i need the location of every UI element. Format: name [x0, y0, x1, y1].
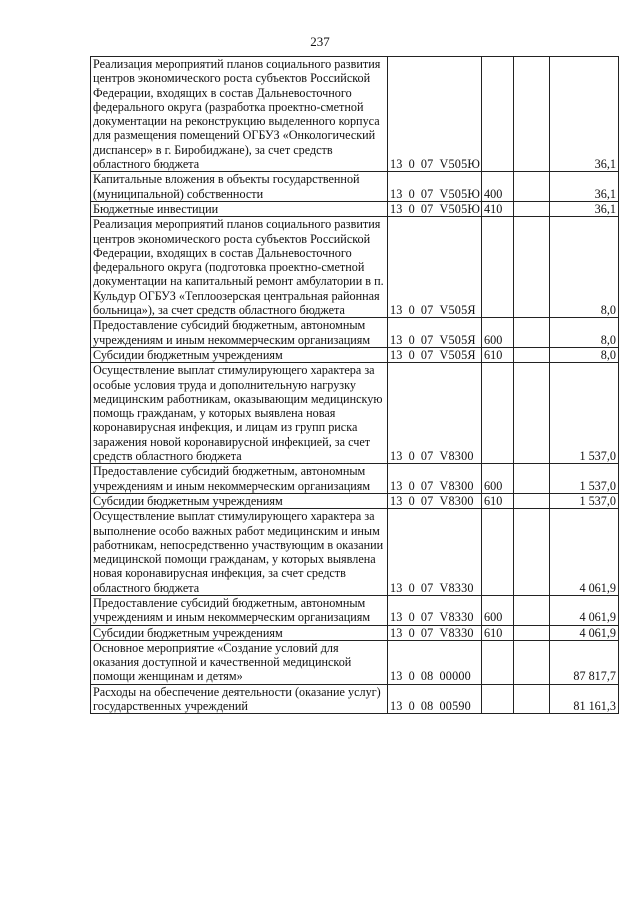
row-code [388, 217, 482, 318]
row-empty-cell [514, 347, 550, 362]
code-part-4: V505Ю [439, 201, 481, 216]
code-part-2: 0 [408, 610, 415, 625]
row-expense-type [482, 684, 514, 714]
row-sum: 1 537,0 [550, 493, 619, 508]
row-name: Реализация мероприятий планов социального развития центров экономического роста субъектов Российской Федерации, входящих в состав Дальневосточного федерального округа (подготовка проектно-сметной документации на капитальный ремонт амбулатории в п. Кульдур ОГБУЗ «Теплоозерская центральная районная больница»), за счет средств областного бюджета [91, 217, 388, 318]
row-empty-cell [514, 172, 550, 202]
code-part-3: 07 [420, 157, 434, 172]
code-part-2: 0 [408, 157, 415, 172]
row-expense-type [482, 217, 514, 318]
row-code [388, 625, 482, 640]
row-name: Осуществление выплат стимулирующего характера за особые условия труда и дополнительную нагрузку медицинским работникам, оказывающим медицинскую помощь гражданам, у которых выявлена новая коронавирусная инфекция, и лицам из групп риска заражения новой коронавирусной инфекцией, за счет средств областного бюджета [91, 363, 388, 464]
row-empty-cell [514, 595, 550, 625]
table-row [91, 640, 619, 684]
row-sum: 36,1 [550, 201, 619, 216]
row-expense-type [482, 363, 514, 464]
row-empty-cell [514, 640, 550, 684]
table-row [91, 509, 619, 596]
row-empty-cell [514, 318, 550, 348]
code-part-1: 13 [390, 347, 403, 362]
table-row [91, 595, 619, 625]
code-part-1: 13 [390, 157, 403, 172]
code-part-4: V505Ю [439, 157, 481, 172]
code-part-3: 07 [420, 347, 434, 362]
table-row [91, 172, 619, 202]
code-part-2: 0 [408, 669, 415, 684]
code-part-2: 0 [408, 478, 415, 493]
code-part-3: 07 [420, 303, 434, 318]
code-part-2: 0 [408, 625, 415, 640]
row-code [388, 595, 482, 625]
row-code [388, 201, 482, 216]
row-expense-type: 610 [482, 625, 514, 640]
table-row [91, 363, 619, 464]
row-code [388, 172, 482, 202]
row-sum: 36,1 [550, 57, 619, 172]
budget-table [90, 56, 619, 714]
code-part-4: V8330 [439, 580, 474, 595]
code-part-3: 07 [420, 449, 434, 464]
row-empty-cell [514, 464, 550, 494]
code-part-2: 0 [408, 699, 415, 714]
code-part-4: 00590 [439, 699, 471, 714]
table-row [91, 318, 619, 348]
row-code [388, 640, 482, 684]
row-name: Реализация мероприятий планов социального развития центров экономического роста субъектов Российской Федерации, входящих в состав Дальневосточного федерального округа (разработка проектно-сметной документации на реконструкцию выделенного корпуса для размещения помещений ОГБУЗ «Онкологический диспансер» в г. Биробиджане), за счет средств областного бюджета [91, 57, 388, 172]
code-part-4: V8330 [439, 610, 474, 625]
row-empty-cell [514, 201, 550, 216]
code-part-1: 13 [390, 610, 403, 625]
row-empty-cell [514, 493, 550, 508]
code-part-4: V505Я [439, 332, 476, 347]
row-name: Основное мероприятие «Создание условий для оказания доступной и качественной медицинской помощи женщинам и детям» [91, 640, 388, 684]
code-part-1: 13 [390, 669, 403, 684]
row-sum: 8,0 [550, 347, 619, 362]
code-part-4: V505Ю [439, 186, 481, 201]
code-part-1: 13 [390, 332, 403, 347]
row-code [388, 363, 482, 464]
row-name: Расходы на обеспечение деятельности (оказание услуг) государственных учреждений [91, 684, 388, 714]
row-empty-cell [514, 509, 550, 596]
row-sum: 4 061,9 [550, 595, 619, 625]
row-code [388, 347, 482, 362]
code-part-1: 13 [390, 449, 403, 464]
code-part-3: 07 [420, 478, 434, 493]
code-part-2: 0 [408, 201, 415, 216]
code-part-4: V8300 [439, 493, 474, 508]
code-part-3: 08 [420, 699, 434, 714]
code-part-2: 0 [408, 303, 415, 318]
code-part-2: 0 [408, 449, 415, 464]
table-row [91, 347, 619, 362]
code-part-3: 07 [420, 332, 434, 347]
row-name: Предоставление субсидий бюджетным, автономным учреждениям и иным некоммерческим организациям [91, 318, 388, 348]
row-sum: 87 817,7 [550, 640, 619, 684]
row-name: Субсидии бюджетным учреждениям [91, 493, 388, 508]
row-sum: 8,0 [550, 318, 619, 348]
table-row [91, 201, 619, 216]
row-code [388, 318, 482, 348]
code-part-4: V505Я [439, 347, 476, 362]
row-sum: 1 537,0 [550, 464, 619, 494]
code-part-2: 0 [408, 493, 415, 508]
table-row [91, 217, 619, 318]
row-expense-type: 600 [482, 464, 514, 494]
code-part-2: 0 [408, 186, 415, 201]
row-empty-cell [514, 625, 550, 640]
row-name: Предоставление субсидий бюджетным, автономным учреждениям и иным некоммерческим организациям [91, 595, 388, 625]
code-part-3: 07 [420, 186, 434, 201]
code-part-3: 07 [420, 493, 434, 508]
row-sum: 1 537,0 [550, 363, 619, 464]
code-part-1: 13 [390, 493, 403, 508]
code-part-4: V8330 [439, 625, 474, 640]
row-sum: 4 061,9 [550, 625, 619, 640]
code-part-3: 07 [420, 201, 434, 216]
code-part-1: 13 [390, 625, 403, 640]
row-sum: 8,0 [550, 217, 619, 318]
code-part-1: 13 [390, 478, 403, 493]
code-part-1: 13 [390, 580, 403, 595]
row-name: Субсидии бюджетным учреждениям [91, 347, 388, 362]
code-part-3: 07 [420, 610, 434, 625]
row-expense-type: 400 [482, 172, 514, 202]
table-row [91, 684, 619, 714]
row-expense-type: 410 [482, 201, 514, 216]
row-sum: 36,1 [550, 172, 619, 202]
row-code [388, 57, 482, 172]
row-empty-cell [514, 217, 550, 318]
row-sum: 4 061,9 [550, 509, 619, 596]
code-part-4: V505Я [439, 303, 476, 318]
table-row [91, 493, 619, 508]
code-part-4: 00000 [439, 669, 471, 684]
row-expense-type: 600 [482, 318, 514, 348]
row-name: Бюджетные инвестиции [91, 201, 388, 216]
row-code [388, 464, 482, 494]
page-number: 237 [310, 34, 330, 49]
table-row [91, 625, 619, 640]
code-part-3: 08 [420, 669, 434, 684]
row-name: Капитальные вложения в объекты государственной (муниципальной) собственности [91, 172, 388, 202]
table-row [91, 57, 619, 172]
row-code [388, 493, 482, 508]
code-part-2: 0 [408, 580, 415, 595]
code-part-1: 13 [390, 303, 403, 318]
code-part-1: 13 [390, 201, 403, 216]
row-name: Предоставление субсидий бюджетным, автономным учреждениям и иным некоммерческим организациям [91, 464, 388, 494]
code-part-3: 07 [420, 625, 434, 640]
code-part-1: 13 [390, 699, 403, 714]
row-expense-type [482, 640, 514, 684]
code-part-1: 13 [390, 186, 403, 201]
code-part-4: V8300 [439, 478, 474, 493]
row-empty-cell [514, 684, 550, 714]
code-part-2: 0 [408, 332, 415, 347]
row-empty-cell [514, 57, 550, 172]
row-expense-type [482, 57, 514, 172]
budget-table-body [91, 57, 619, 714]
code-part-2: 0 [408, 347, 415, 362]
row-expense-type: 610 [482, 347, 514, 362]
row-code [388, 509, 482, 596]
table-row [91, 464, 619, 494]
code-part-4: V8300 [439, 449, 474, 464]
row-expense-type [482, 509, 514, 596]
row-code [388, 684, 482, 714]
row-expense-type: 600 [482, 595, 514, 625]
row-name: Субсидии бюджетным учреждениям [91, 625, 388, 640]
row-name: Осуществление выплат стимулирующего характера за выполнение особо важных работ медицинским и иным работникам, непосредственно участвующим в оказании медицинской помощи гражданам, у которых выявлена новая коронавирусная инфекция, за счет средств областного бюджета [91, 509, 388, 596]
row-expense-type: 610 [482, 493, 514, 508]
row-sum: 81 161,3 [550, 684, 619, 714]
code-part-3: 07 [420, 580, 434, 595]
row-empty-cell [514, 363, 550, 464]
